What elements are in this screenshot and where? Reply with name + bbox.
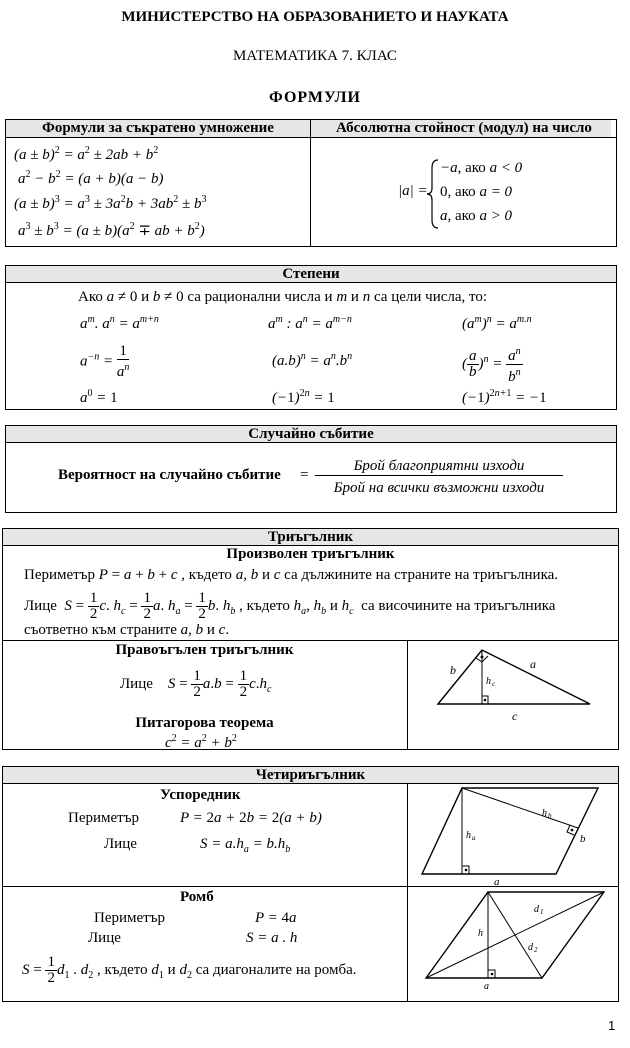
triangle-perimeter: Периметър P = a + b + c , където a, b и c са дължините на страните на триъгълника.: [24, 567, 559, 583]
power-negative: $a^{-n}$ = $\frac{1}{a^n}$: [80, 343, 130, 380]
parallelogram-diagram: [420, 786, 610, 886]
powers-intro: Ако a ≠ 0 и b ≠ 0 са рационални числа и m и n са цели числа, то:: [78, 289, 488, 305]
svg-text:h: h: [486, 676, 491, 687]
power-minus-one-odd: $(-1)^{2n+1} = -1$: [462, 388, 547, 406]
svg-text:h: h: [542, 808, 547, 819]
rhombus-perimeter-label: Периметър: [94, 910, 165, 926]
svg-text:d: d: [534, 904, 539, 915]
power-zero: $a^0 = 1$: [80, 388, 118, 406]
ministry-title: МИНИСТЕРСТВО НА ОБРАЗОВАНИЕТО И НАУКАТА: [121, 9, 509, 25]
formula-cube-of-sum: $(a \pm b)^3 = a^3 \pm 3a^2b + 3ab^2 \pm b^3$: [14, 194, 207, 212]
power-of-product: $(a.b)^n = a^n.b^n$: [272, 351, 353, 369]
section1-left-title: Формули за съкратено умножение: [42, 120, 274, 136]
right-triangle-area: Лице S = $\frac{1}{2}$ a.b = $\frac{1}{2}$ $c.h_c$: [120, 668, 272, 700]
svg-text:2: 2: [534, 946, 538, 954]
power-of-power: $(a^m)^n = a^{m.n}$: [462, 314, 532, 332]
triangle-title: Триъгълник: [2, 528, 619, 546]
pythagoras-title: Питагорова теорема: [135, 715, 274, 731]
triangle-area-continued: съответно към страните a, b и c.: [24, 622, 230, 638]
svg-text:a: a: [530, 657, 536, 671]
rhombus-diagonal-formula: S = $\frac{1}{2}$ $d_1$ . $d_2$ , където $d_1$ и $d_2$ са диагоналите на ромба.: [22, 954, 357, 986]
rhombus-diagram: [424, 890, 614, 990]
parallelogram-area-formula: $S = a.h_a = b.h_b$: [200, 836, 291, 855]
abs-value-lhs: |a| =: [398, 183, 428, 199]
svg-text:d: d: [528, 942, 533, 953]
power-quotient: $a^m$ : $a^n = a^{m-n}$: [268, 314, 352, 332]
formula-sum-of-cubes: $a^3 \pm b^3 = (a \pm b)(a^2$ ∓ ab + $b^2$): [18, 221, 205, 239]
svg-text:c: c: [512, 709, 518, 723]
abs-case-positive: a, ако a > 0: [440, 208, 513, 224]
right-triangle-diagram: [430, 646, 600, 726]
svg-text:b: b: [450, 663, 456, 677]
formula-square-of-sum: $(a \pm b)^2 = a^2 \pm 2ab + b^2$: [14, 145, 159, 163]
power-product: $a^m$. $a^n = a^{m+n}$: [80, 314, 159, 332]
svg-text:a: a: [484, 981, 489, 990]
parallelogram-area-label: Лице: [104, 836, 137, 852]
general-triangle-title: Произволен триъгълник: [226, 546, 395, 562]
right-triangle-title: Правоъгълен триъгълник: [115, 642, 294, 658]
quad-title: Четириъгълник: [2, 766, 619, 784]
rhombus-area-label: Лице: [88, 930, 121, 946]
svg-text:a: a: [472, 834, 476, 842]
parallelogram-perimeter-formula: P = 2a + 2b = 2(a + b): [180, 810, 322, 826]
svg-text:c: c: [492, 680, 496, 688]
parallelogram-title: Успоредник: [160, 787, 241, 803]
page-number: 1: [608, 1018, 616, 1033]
power-minus-one-even: $(-1)^{2n} = 1$: [272, 388, 335, 406]
probability-denominator: Брой на всички възможни изходи: [333, 480, 545, 496]
svg-text:h: h: [478, 928, 483, 939]
section1-right-title: Абсолютна стойност (модул) на число: [336, 120, 592, 136]
abs-value-brace: [426, 158, 440, 230]
power-of-quotient: ( $\frac{a}{b}$ )$^n$ = $\frac{a^n}{b^n}$: [462, 346, 521, 385]
abs-case-negative: −a, ако a < 0: [440, 160, 523, 176]
abs-case-zero: 0, ако a = 0: [440, 184, 513, 200]
triangle-area: Лице S = $\frac{1}{2}$ c. $h_c$ = $\frac{1}{2}$ a. $h_a$ = $\frac{1}{2}$ b. $h_b$ , където $h_a$, $h_b$ и $h_c$ са височините на триъгълника: [24, 590, 556, 622]
rhombus-perimeter-formula: P = 4a: [255, 910, 297, 926]
random-title: Случайно събитие: [5, 425, 617, 443]
svg-text:b: b: [548, 812, 552, 820]
subject-title: МАТЕМАТИКА 7. КЛАС: [233, 48, 397, 64]
probability-numerator: Брой благоприятни изходи: [315, 457, 563, 476]
svg-text:a: a: [494, 876, 500, 886]
powers-title: Степени: [5, 265, 617, 283]
rhombus-area-formula: S = a . h: [246, 930, 298, 946]
page-title: ФОРМУЛИ: [269, 89, 361, 106]
rhombus-title: Ромб: [180, 889, 214, 905]
parallelogram-perimeter-label: Периметър: [68, 810, 139, 826]
svg-text:1: 1: [540, 908, 544, 916]
svg-text:h: h: [466, 830, 471, 841]
formula-difference-of-squares: $a^2 - b^2 = (a + b)(a - b)$: [18, 169, 164, 187]
svg-text:b: b: [580, 833, 586, 845]
probability-label: Вероятност на случайно събитие: [58, 467, 281, 483]
pythagoras-formula: $c^2 = a^2 + b^2$: [165, 733, 237, 751]
